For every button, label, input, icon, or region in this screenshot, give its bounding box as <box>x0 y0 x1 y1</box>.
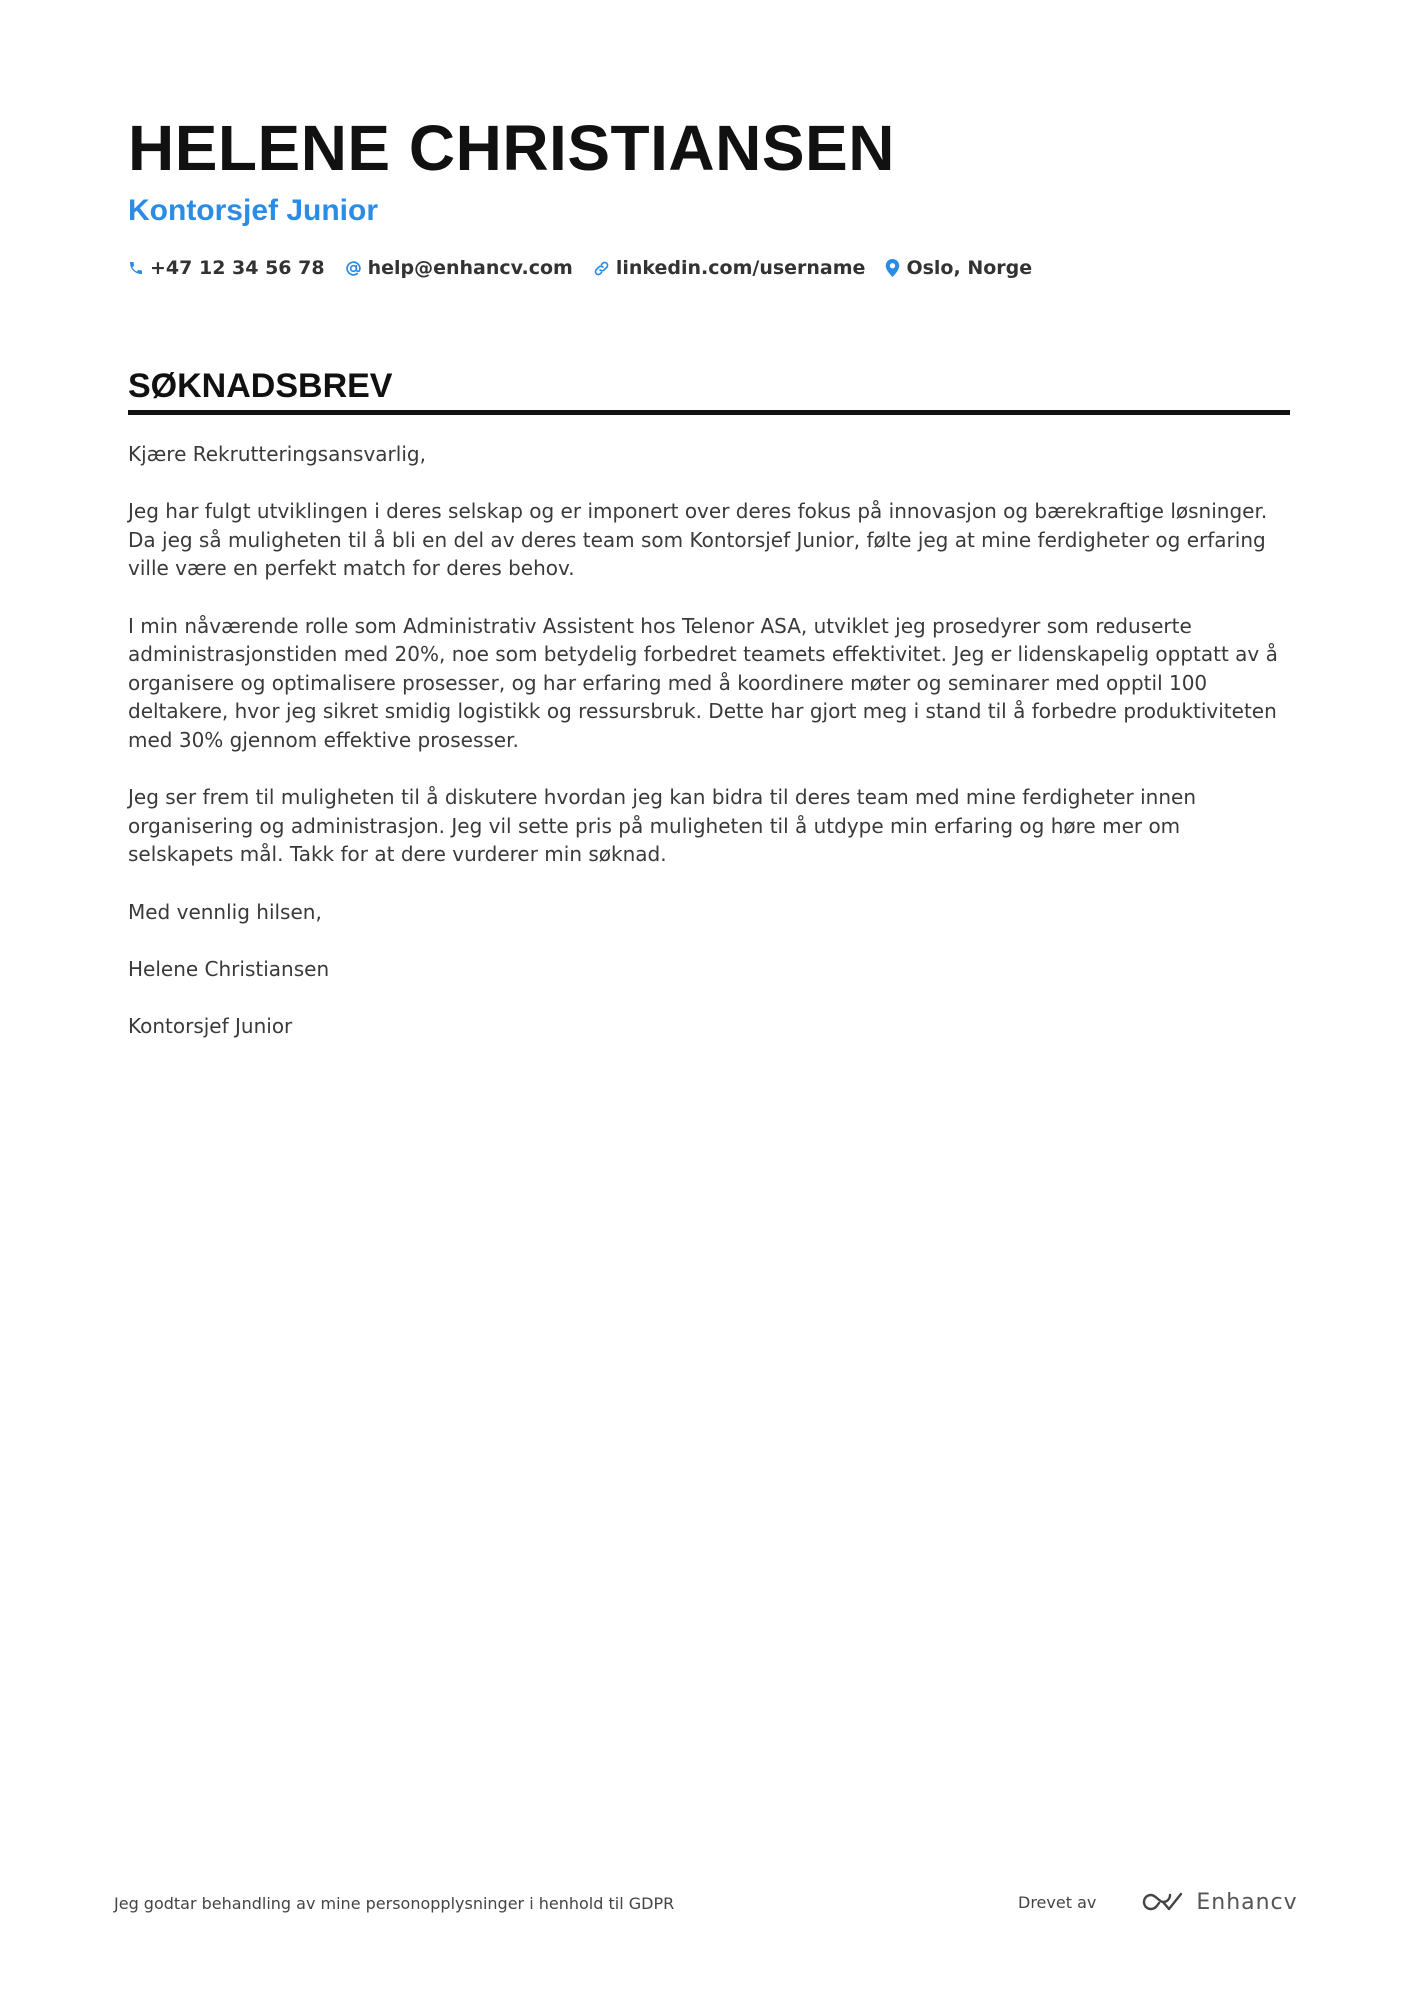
contact-email-text: help@enhancv.com <box>367 257 573 279</box>
letter-paragraph: I min nåværende rolle som Administrativ Assistent hos Telenor ASA, utviklet jeg prosedyrer som reduserte administrasjonstiden med 20%, noe som betydelig forbedret teamets effektivitet. Jeg er lidenskapelig opptatt av å organisere og optimalisere prosesser, og har erfaring med å koordinere møter og seminarer med opptil 100 deltakere, hvor jeg sikret smidig logistikk og ressursbruk. Dette har gjort meg i stand til å forbedre produktiviteten med 30% gjennom effektive prosesser. <box>128 613 1278 752</box>
brand-name: Enhancv <box>1196 1889 1298 1915</box>
link-icon <box>593 260 610 277</box>
letter-paragraph: Jeg har fulgt utviklingen i deres selskap og er imponert over deres fokus på innovasjon og bærekraftige løsninger. Da jeg så muligheten til å bli en del av deres team som Kontorsjef Junior, følte jeg at mine ferdigheter og erfaring ville være en perfekt match for deres behov. <box>128 499 1268 581</box>
enhancv-logo[interactable] <box>1140 1890 1297 1915</box>
candidate-job-title: Kontorsjef Junior <box>128 194 379 227</box>
phone-icon <box>128 260 144 276</box>
footer-branding <box>1018 1882 1298 1922</box>
section-heading: SØKNADSBREV <box>128 367 393 405</box>
contact-info-row <box>128 252 1052 284</box>
section-divider <box>128 410 1290 415</box>
candidate-name: HELENE CHRISTIANSEN <box>128 112 895 184</box>
location-pin-icon <box>885 259 900 277</box>
contact-linkedin-text: linkedin.com/username <box>615 257 866 279</box>
contact-phone-text: +47 12 34 56 78 <box>150 257 325 279</box>
letter-signature-title: Kontorsjef Junior <box>128 1013 293 1038</box>
letter-paragraph: Jeg ser frem til muligheten til å diskutere hvordan jeg kan bidra til deres team med mine ferdigheter innen organisering og administrasjon. Jeg vil sette pris på muligheten til å utdype min erfaring og høre mer om selskapets mål. Takk for at dere vurderer min søknad. <box>128 785 1197 867</box>
letter-signature-name: Helene Christiansen <box>128 956 330 981</box>
gdpr-consent-text: Jeg godtar behandling av mine personopplysninger i henhold til GDPR <box>114 1894 675 1913</box>
enhancv-logo-icon <box>1140 1890 1186 1914</box>
contact-location <box>885 257 1032 279</box>
letter-closing: Med vennlig hilsen, <box>128 899 322 924</box>
contact-phone <box>128 257 325 279</box>
contact-linkedin <box>593 257 866 279</box>
powered-by-label: Drevet av <box>1018 1892 1097 1912</box>
contact-email <box>345 257 573 279</box>
letter-salutation: Kjære Rekrutteringsansvarlig, <box>128 442 426 466</box>
at-icon <box>345 260 362 277</box>
contact-location-text: Oslo, Norge <box>906 257 1033 279</box>
letter-body <box>128 440 1290 1069</box>
